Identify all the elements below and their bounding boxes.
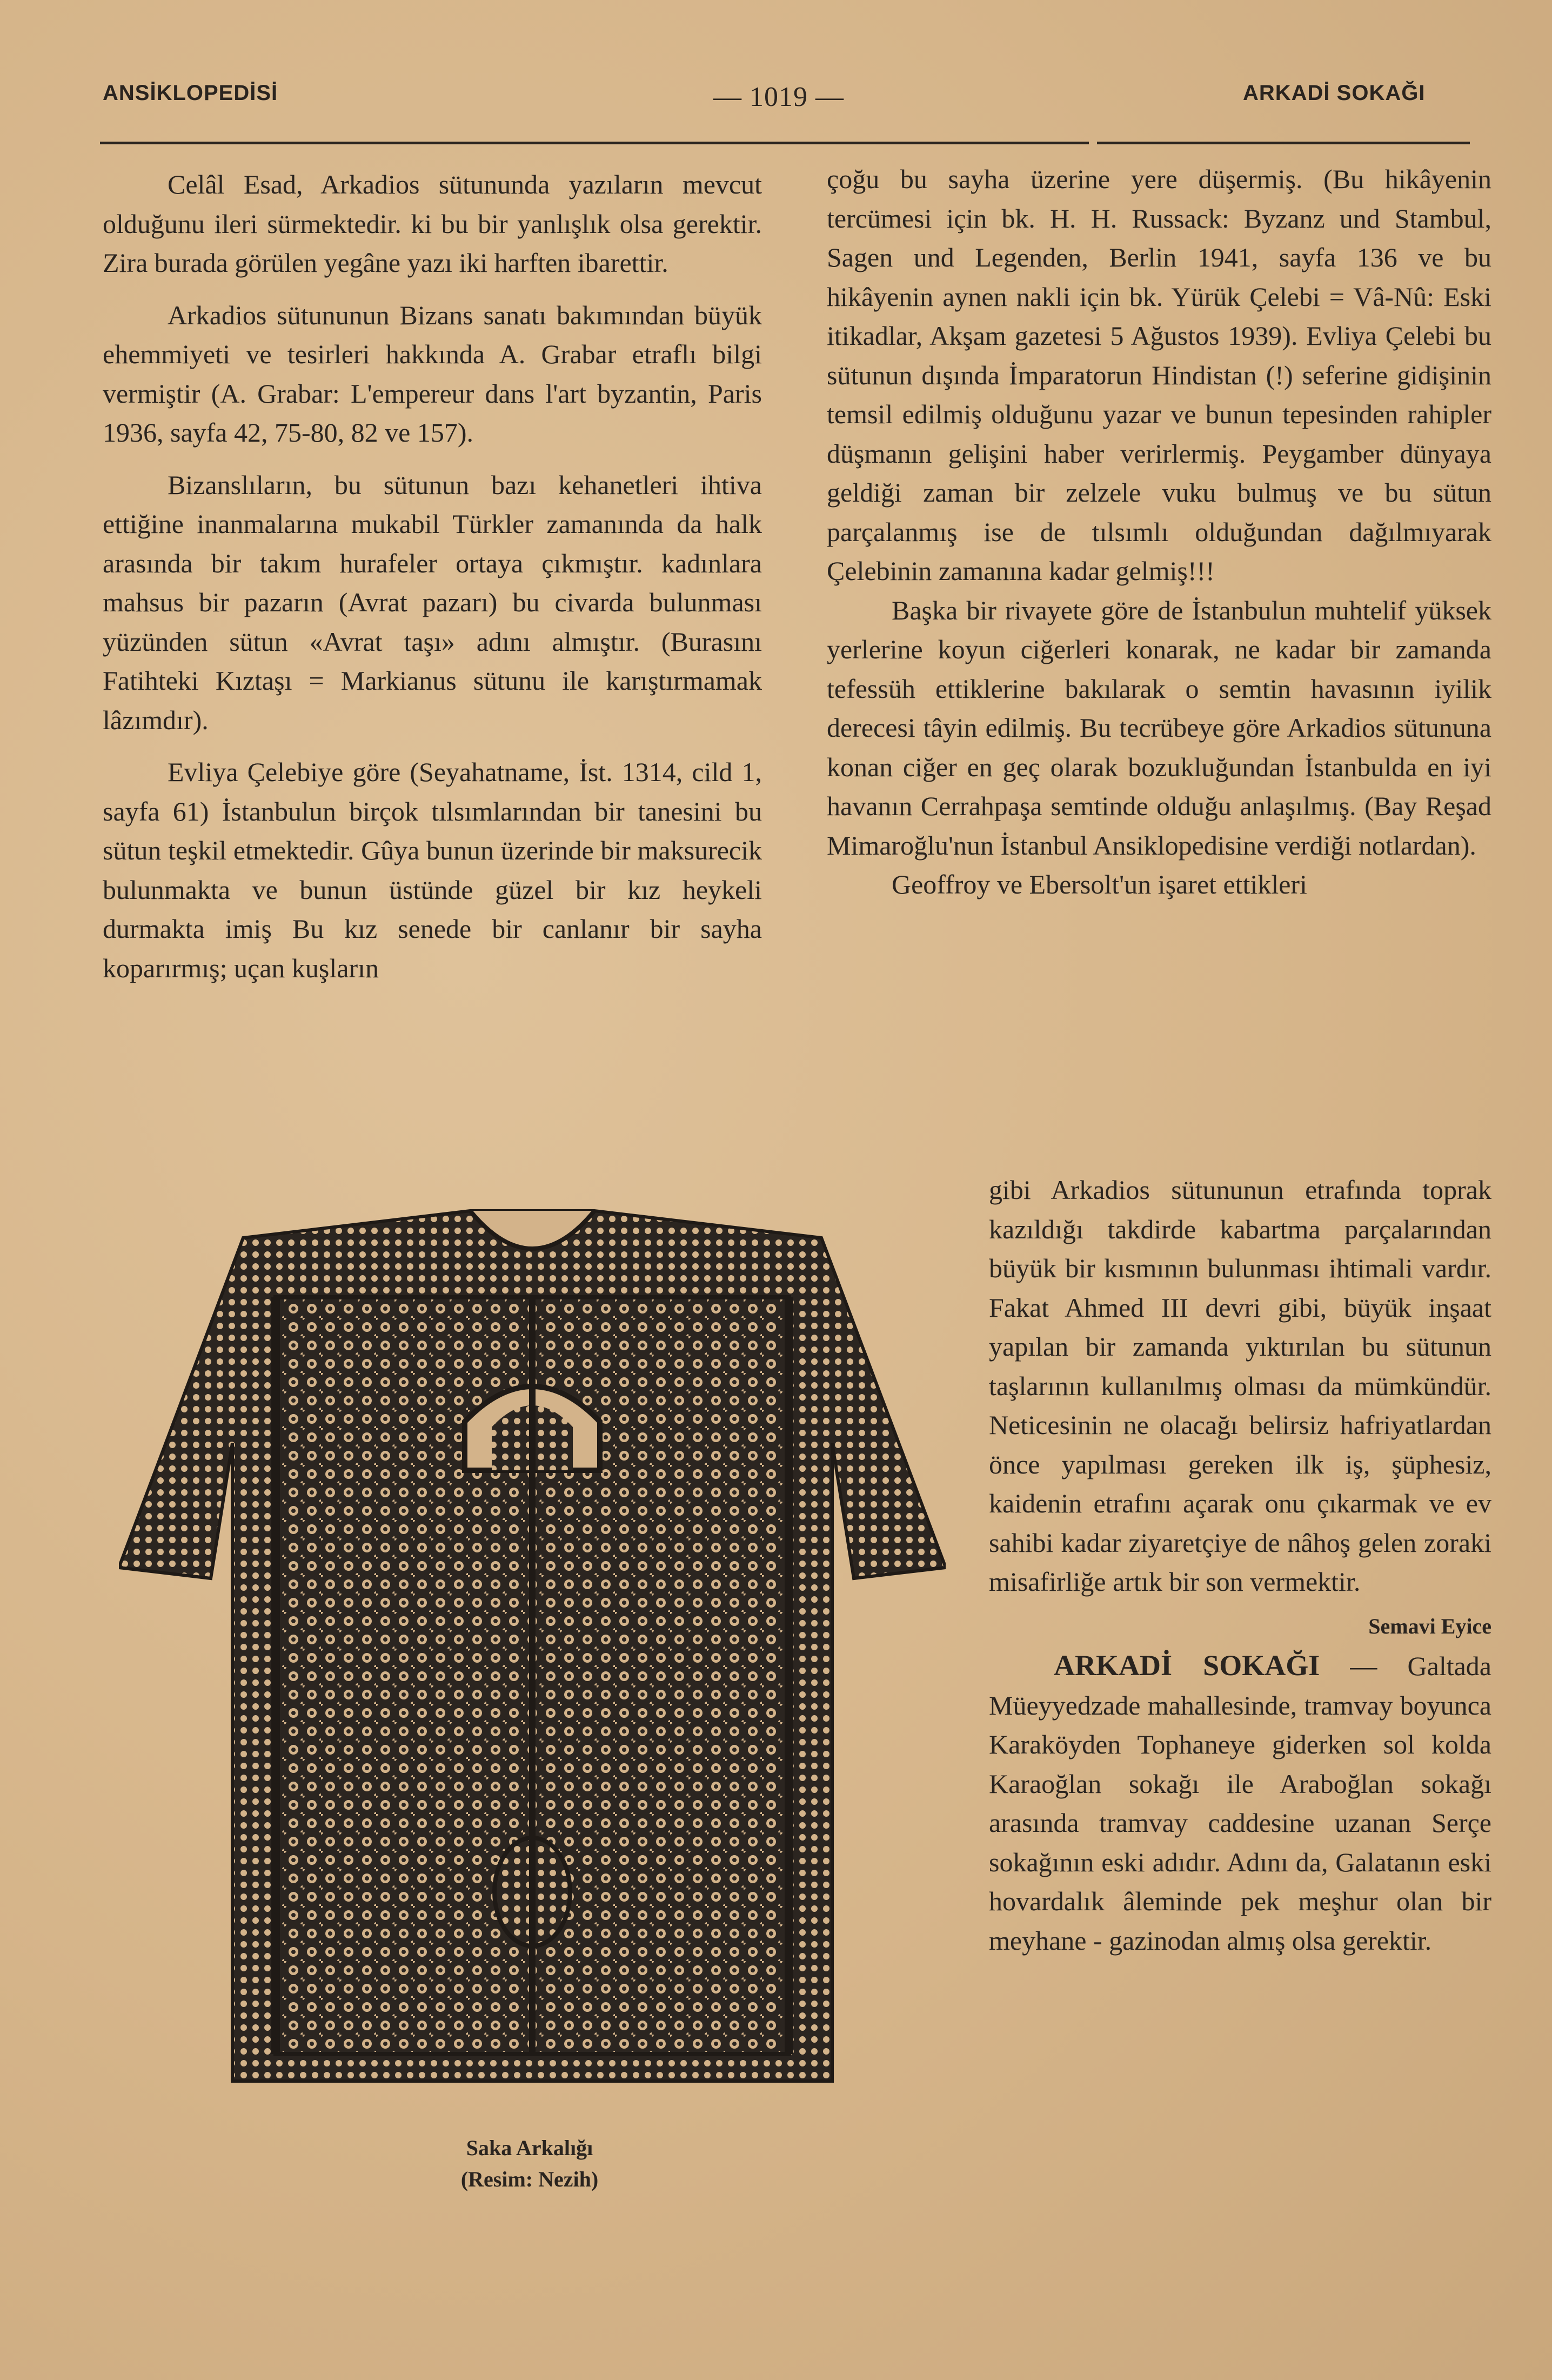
author-signature: Semavi Eyice [1368, 1614, 1491, 1638]
right-narrow-column [989, 1170, 1491, 1960]
caption-credit: (Resim: Nezih) [460, 2167, 599, 2191]
entry-headword: ARKADİ SOKAĞI [1054, 1649, 1320, 1682]
page-number: — 1019 — [713, 82, 844, 112]
entry-text: — Galtada Müeyyedzade mahallesinde, tramvay boyunca Karaköyden Tophaneye giderken sol kolda Karaoğlan sokağı ile Araboğlan sokağı arasında tramvay caddesine uzanan Serçe sokağının eski adıdır. Adını da, Galatanın eski hovardalık âleminde pek meşhur olan bir meyhane - gazinodan almış olsa gerektir. [989, 1651, 1491, 1956]
figure-caption [346, 2132, 713, 2195]
header-rule-right [1097, 142, 1470, 144]
running-header-left: ANSİKLOPEDİSİ [103, 81, 278, 105]
left-column [103, 165, 762, 988]
paragraph: Bizanslıların, bu sütunun bazı kehanetleri ihtiva ettiğine inanmalarına mukabil Türkler zamanında da halk arasında bir takım hurafeler ortaya çıkmıştır. kadınlara mahsus bir pazarın (Avrat pazarı) bu civarda bulunması yüzünden sütun «Avrat taşı» adını almıştır. (Burasını Fatihteki Kıztaşı = Markianus sütunu ile karıştırmamak lâzımdır). [103, 469, 762, 735]
paragraph: Evliya Çelebiye göre (Seyahatname, İst. 1314, cild 1, sayfa 61) İstanbulun birçok tılsımlarından bir tanesini bu sütun teşkil etmektedir. Gûya bunun üzerinde bir maksurecik bulunmakta ve bunun üstünde güzel bir kız heykeli durmakta imiş Bu kız senede bir canlanır bir sayha koparırmış; uçan kuşların [103, 757, 762, 983]
running-header-right: ARKADİ SOKAĞI [1243, 81, 1426, 105]
paragraph: Arkadios sütununun Bizans sanatı bakımından büyük ehemmiyeti ve tesirleri hakkında A. Grabar etraflı bilgi vermiştir (A. Grabar: L'empereur dans l'art byzantin, Paris 1936, sayfa 42, 75-80, 82 ve 157). [103, 299, 762, 448]
paragraph: Celâl Esad, Arkadios sütununda yazıların mevcut olduğunu ileri sürmektedir. ki bu bir yanlışlık olsa gerektir. Zira burada görülen yegâne yazı iki harften ibarettir. [103, 169, 762, 278]
paragraph: Geoffroy ve Ebersolt'un işaret ettikleri [892, 869, 1307, 899]
right-column [827, 159, 1491, 904]
paragraph: Başka bir rivayete göre de İstanbulun muhtelif yüksek yerlerine koyun ciğerleri konarak, ne kadar bir zamanda tefessüh ettiklerine bakılarak o semtin havasının iyilik derecesi tâyin edilmiş. Bu tecrübeye göre Arkadios sütununa konan ciğer en geç olarak bozukluğundan İstanbulda en iyi havanın Cerrahpaşa semtinde olduğu anlaşılmış. (Bay Reşad Mimaroğlu'nun İstanbul Ansiklopedisine verdiği notlardan). [827, 595, 1491, 861]
entry-paragraph [989, 1646, 1491, 1960]
header-rule-left [100, 142, 1089, 144]
saka-arkaligi-illustration [119, 1189, 946, 2108]
paragraph: çoğu bu sayha üzerine yere düşermiş. (Bu hikâyenin tercümesi için bk. H. H. Russack: Byzanz und Stambul, Sagen und Legenden, Berlin 1941, sayfa 136 ve bu hikâyenin aynen nakli için bk. Yürük Çelebi = Vâ-Nû: Eski itikadlar, Akşam gazetesi 5 Ağustos 1939). Evliya Çelebi bu sütunun dışında İmparatorun Hindistan (!) seferine gidişinin temsil edilmiş olduğunu yazar ve bunun tepesinden rahipler düşmanın gelişini haber verirlermiş. Peygamber dünyaya geldiği zaman bir zelzele vuku bulmuş ve bu sütun parçalanmış ise de tılsımlı olduğundan dağılmıyarak Çelebinin zamanına kadar gelmiş!!! [827, 164, 1491, 586]
paragraph: gibi Arkadios sütununun etrafında toprak kazıldığı takdirde kabartma parçalarından büyük bir kısmının bulunması ihtimali vardır. Fakat Ahmed III devri gibi, büyük inşaat yapılan bir zamanda yıktırılan bu sütunun taşlarının kullanılmış olması da mümkündür. Neticesinin ne olacağı belirsiz hafriyatlardan önce yapılması gereken ilk iş, şüphesiz, kaidenin etrafını açarak onu çıkarmak ve ev sahibi kadar ziyaretçiye de nâhoş gelen zoraki misafirliğe artık bir son vermektir. [989, 1175, 1491, 1597]
garment-drawing [119, 1189, 946, 2108]
caption-title: Saka Arkalığı [466, 2136, 593, 2160]
